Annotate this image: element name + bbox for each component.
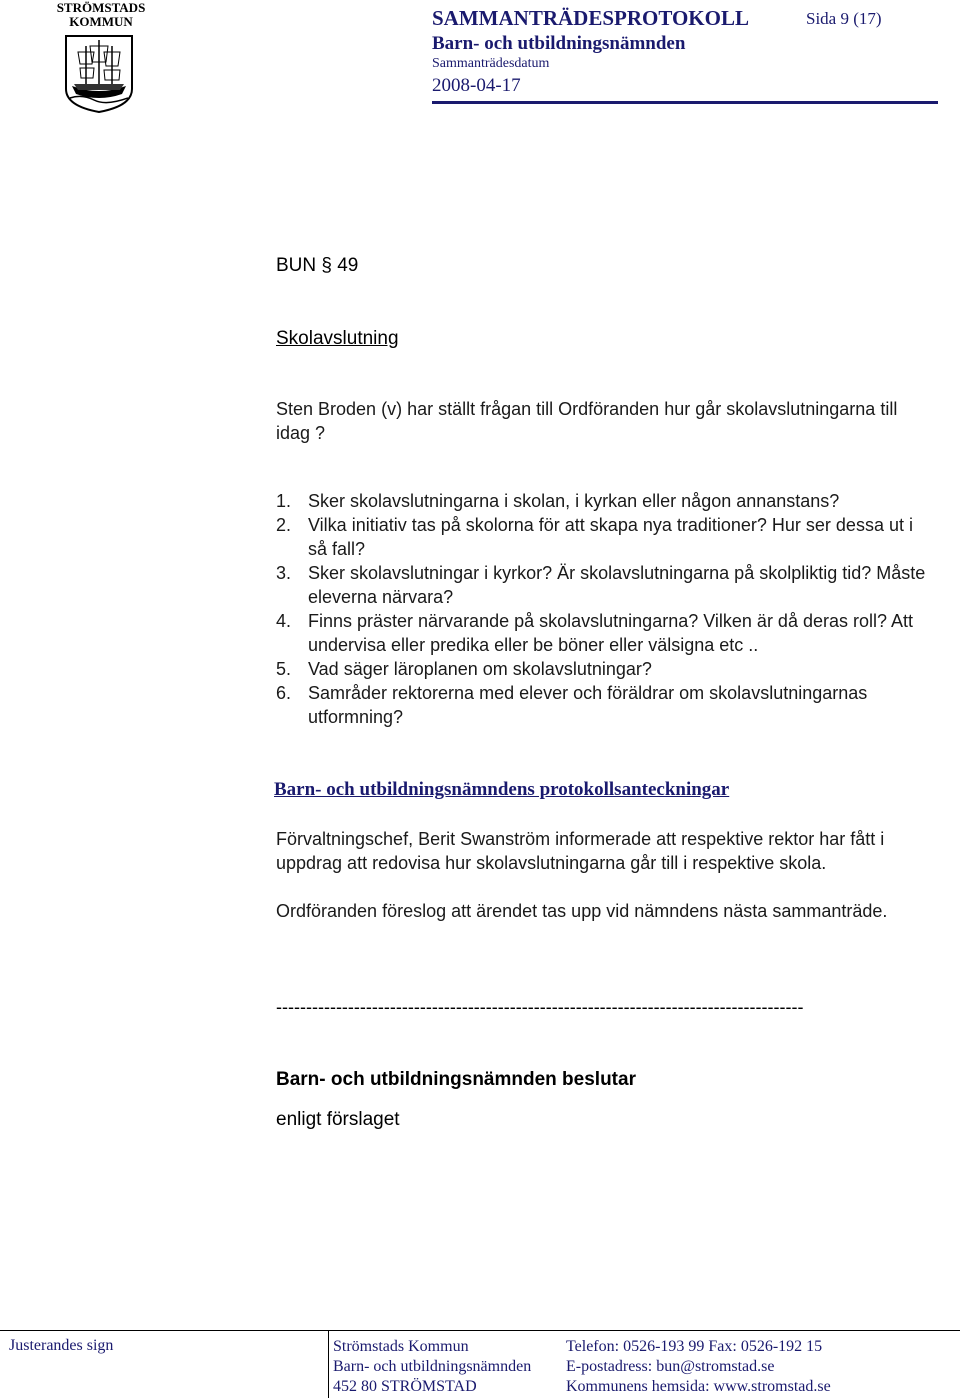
ship-coat-of-arms-icon bbox=[64, 34, 134, 119]
footer-organization bbox=[333, 1337, 531, 1397]
protocol-title: SAMMANTRÄDESPROTOKOLL bbox=[432, 6, 749, 30]
list-item bbox=[276, 489, 936, 513]
list-text: Finns präster närvarande på skolavslutningarna? Vilken är då deras roll? Att undervisa eller predika eller be böner eller välsigna etc .. bbox=[308, 611, 914, 655]
list-text: Sker skolavslutningarna i skolan, i kyrkan eller någon annanstans? bbox=[308, 491, 840, 511]
header-divider bbox=[432, 101, 938, 104]
footer-contact bbox=[566, 1337, 831, 1397]
question-intro: Sten Broden (v) har ställt frågan till Ordföranden hur går skolavslutningarna till idag ? bbox=[276, 399, 898, 443]
case-id: BUN § 49 bbox=[276, 255, 359, 276]
page-number: Sida 9 (17) bbox=[806, 9, 882, 28]
date-label: Sammanträdesdatum bbox=[432, 56, 550, 71]
list-number: 6. bbox=[276, 683, 292, 703]
footer-website bbox=[566, 1377, 831, 1397]
signature-label: Justerandes sign bbox=[9, 1337, 114, 1354]
question-list bbox=[276, 489, 936, 729]
list-item bbox=[276, 513, 936, 561]
list-number: 1. bbox=[276, 491, 292, 511]
list-number: 2. bbox=[276, 515, 292, 535]
footer-website-label: Kommunens hemsida: bbox=[566, 1378, 714, 1395]
list-text: Vilka initiativ tas på skolorna för att skapa nya traditioner? Hur ser dessa ut i så fall? bbox=[308, 515, 913, 559]
committee-name: Barn- och utbildningsnämnden bbox=[432, 33, 686, 54]
list-text: Samråder rektorerna med elever och föräldrar om skolavslutningarnas utformning? bbox=[308, 683, 868, 727]
decision-heading: Barn- och utbildningsnämnden beslutar bbox=[276, 1069, 636, 1090]
notes-paragraph-2: Ordföranden föreslog att ärendet tas upp vid nämndens nästa sammanträde. bbox=[276, 901, 888, 921]
footer-email: E-postadress: bun@stromstad.se bbox=[566, 1358, 775, 1375]
notes-heading: Barn- och utbildningsnämndens protokollsanteckningar bbox=[274, 779, 730, 800]
list-number: 4. bbox=[276, 611, 292, 631]
list-text: Vad säger läroplanen om skolavslutningar? bbox=[308, 659, 652, 679]
list-number: 5. bbox=[276, 659, 292, 679]
footer-org-name: Strömstads Kommun bbox=[333, 1338, 469, 1355]
list-item bbox=[276, 561, 936, 609]
list-item bbox=[276, 609, 936, 657]
website-link[interactable]: www.stromstad.se bbox=[713, 1378, 831, 1395]
notes-paragraph-1: Förvaltningschef, Berit Swanström informerade att respektive rektor har fått i uppdrag att redovisa hur skolavslutningarna går till i respektive skola. bbox=[276, 829, 885, 873]
date-value: 2008-04-17 bbox=[432, 75, 521, 96]
list-text: Sker skolavslutningar i kyrkor? Är skolavslutningarna på skolpliktig tid? Måste eleverna närvara? bbox=[308, 563, 926, 607]
logo-text bbox=[51, 1, 151, 29]
list-item bbox=[276, 657, 936, 681]
footer-org-committee: Barn- och utbildningsnämnden bbox=[333, 1358, 532, 1375]
logo-line2: KOMMUN bbox=[69, 14, 133, 29]
list-number: 3. bbox=[276, 563, 292, 583]
dashed-separator: ---------------------------------------------------------------------------------------- bbox=[276, 997, 804, 1017]
subject-heading: Skolavslutning bbox=[276, 328, 399, 349]
footer-phone: Telefon: 0526-193 99 Fax: 0526-192 15 bbox=[566, 1338, 823, 1355]
list-item bbox=[276, 681, 936, 729]
decision-text: enligt förslaget bbox=[276, 1109, 400, 1130]
logo-line1: STRÖMSTADS bbox=[56, 0, 146, 15]
footer-org-address: 452 80 STRÖMSTAD bbox=[333, 1378, 477, 1395]
